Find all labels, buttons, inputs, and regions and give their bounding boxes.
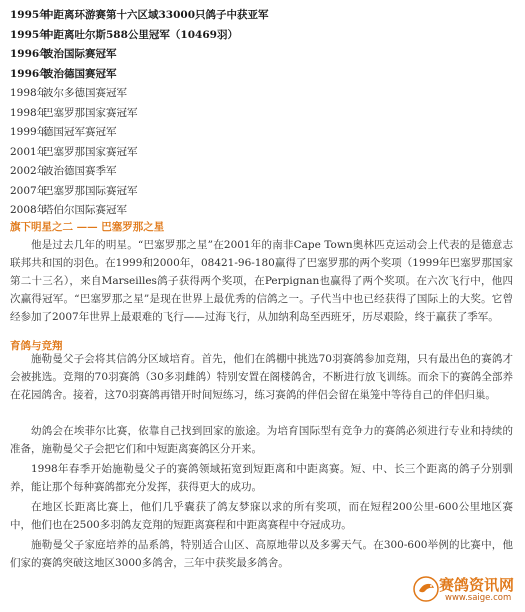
section-heading-breeding: 育鸽与竞翔 <box>10 340 63 352</box>
award-text: 波治德国赛季军 <box>43 165 117 177</box>
award-row <box>10 143 515 163</box>
award-year: 2002年 <box>10 165 48 177</box>
award-text: 塔伯尔国际赛冠军 <box>43 204 127 216</box>
paragraph-star: 他是过去几年的明星。“巴塞罗那之星”在2001年的南非Cape Town奥林匹克运动会上代表的是德意志联邦共和国的羽色。在1999和2000年，08421-96-180赢得了巴塞罗那的两个奖项（1999年巴塞罗那国家第二十三名），来自Marseilles鸽子获得两个奖项，在Perpignan也赢得了两个奖项。在六次飞行中，他四次赢得冠军。“巴塞罗那之星”是现在世界上最优秀的信鸽之一。子代当中也已经获得了国际上的大奖。它曾经参加了2007年世界上最艰难的飞行——过海飞行，从加纳利岛至西班牙，历尽艰险，终于赢获了季军。 <box>10 239 513 323</box>
award-row <box>10 45 515 65</box>
award-list <box>10 6 515 221</box>
award-text: 巴塞罗那国家赛冠军 <box>43 145 138 158</box>
paragraph-breeding-4: 在地区长距离比赛上，他们几乎囊获了鸽友梦寐以求的所有奖项，而在短程200公里-600公里地区赛中，他们也在2500多羽鸽友竞翔的短距离赛程和中距离赛程中夺冠成功。 <box>10 501 513 531</box>
award-row <box>10 6 515 26</box>
award-text: 波治德国赛冠军 <box>43 67 117 80</box>
award-row <box>10 123 515 143</box>
award-text: 巴塞罗那国家赛冠军 <box>43 106 138 119</box>
award-row <box>10 162 515 182</box>
award-year: 1996年 <box>10 67 50 80</box>
award-year: 2007年 <box>10 184 48 197</box>
award-year: 1999年 <box>10 126 48 138</box>
award-text: 波治国际赛冠军 <box>43 48 117 60</box>
award-year: 1998年 <box>10 87 48 99</box>
paragraph-breeding-1: 施勒曼父子会将其信鸽分区域培育。首先，他们在鸽棚中挑选70羽赛鸽参加竞翔，只有最出色的赛鸽才会被挑选。竞翔的70羽赛鸽（30多羽雌鸽）特别安置在阁楼鸽舍，不断进行放飞训练。而余下的赛鸽全部养在花园鸽舍。接着，这70羽赛鸽再错开时间短练习，练习赛鸽的伴侣会留在巢笼中等待自己的伴侣归巢。 <box>10 353 513 401</box>
award-year: 1995年 <box>10 28 50 41</box>
section-heading-star: 旗下明星之二 —— 巴塞罗那之星 <box>10 221 165 233</box>
award-year: 1998年 <box>10 106 48 119</box>
paragraph-breeding-5: 施勒曼父子家庭培养的品系鸽，特别适合山区、高原地带以及多雾天气。在300-600举例的比赛中，他们家的赛鸽突破这地区3000多鸽舍，三年中获奖最多鸽舍。 <box>10 539 513 569</box>
award-text: 中距离环游赛第十六区域33000只鸽子中获亚军 <box>43 9 269 21</box>
award-year: 1996年 <box>10 48 50 60</box>
award-row <box>10 84 515 104</box>
award-row <box>10 26 515 46</box>
award-text: 巴塞罗那国际赛冠军 <box>43 184 138 197</box>
award-year: 2008年 <box>10 204 48 216</box>
award-text: 中距离吐尔斯588公里冠军（10469羽） <box>43 28 238 41</box>
award-row <box>10 104 515 124</box>
award-text: 德国冠军赛冠军 <box>43 126 117 138</box>
award-row <box>10 201 515 221</box>
award-year: 1995年 <box>10 9 50 21</box>
watermark-url: www.saige.com <box>445 593 512 603</box>
award-row <box>10 182 515 202</box>
site-watermark <box>411 572 519 606</box>
watermark-name: 赛鸽资讯网 <box>439 576 515 594</box>
award-year: 2001年 <box>10 145 48 158</box>
paragraph-breeding-2: 幼鸽会在埃菲尔比赛，依靠自己找到回家的旅途。为培育国际型有竞争力的赛鸽必须进行专业和持续的准备，施勒曼父子会把它们和中短距离赛鸽区分开来。 <box>10 425 513 455</box>
award-text: 波尔多德国赛冠军 <box>43 87 127 99</box>
paragraph-breeding-3: 1998年春季开始施勒曼父子的赛鸽领域拓宽到短距离和中距离赛。短、中、长三个距离的鸽子分别驯养，能让那个每种赛鸽都充分发挥，获得更大的成功。 <box>10 463 513 493</box>
pigeon-logo-icon <box>413 576 439 602</box>
award-row <box>10 65 515 85</box>
